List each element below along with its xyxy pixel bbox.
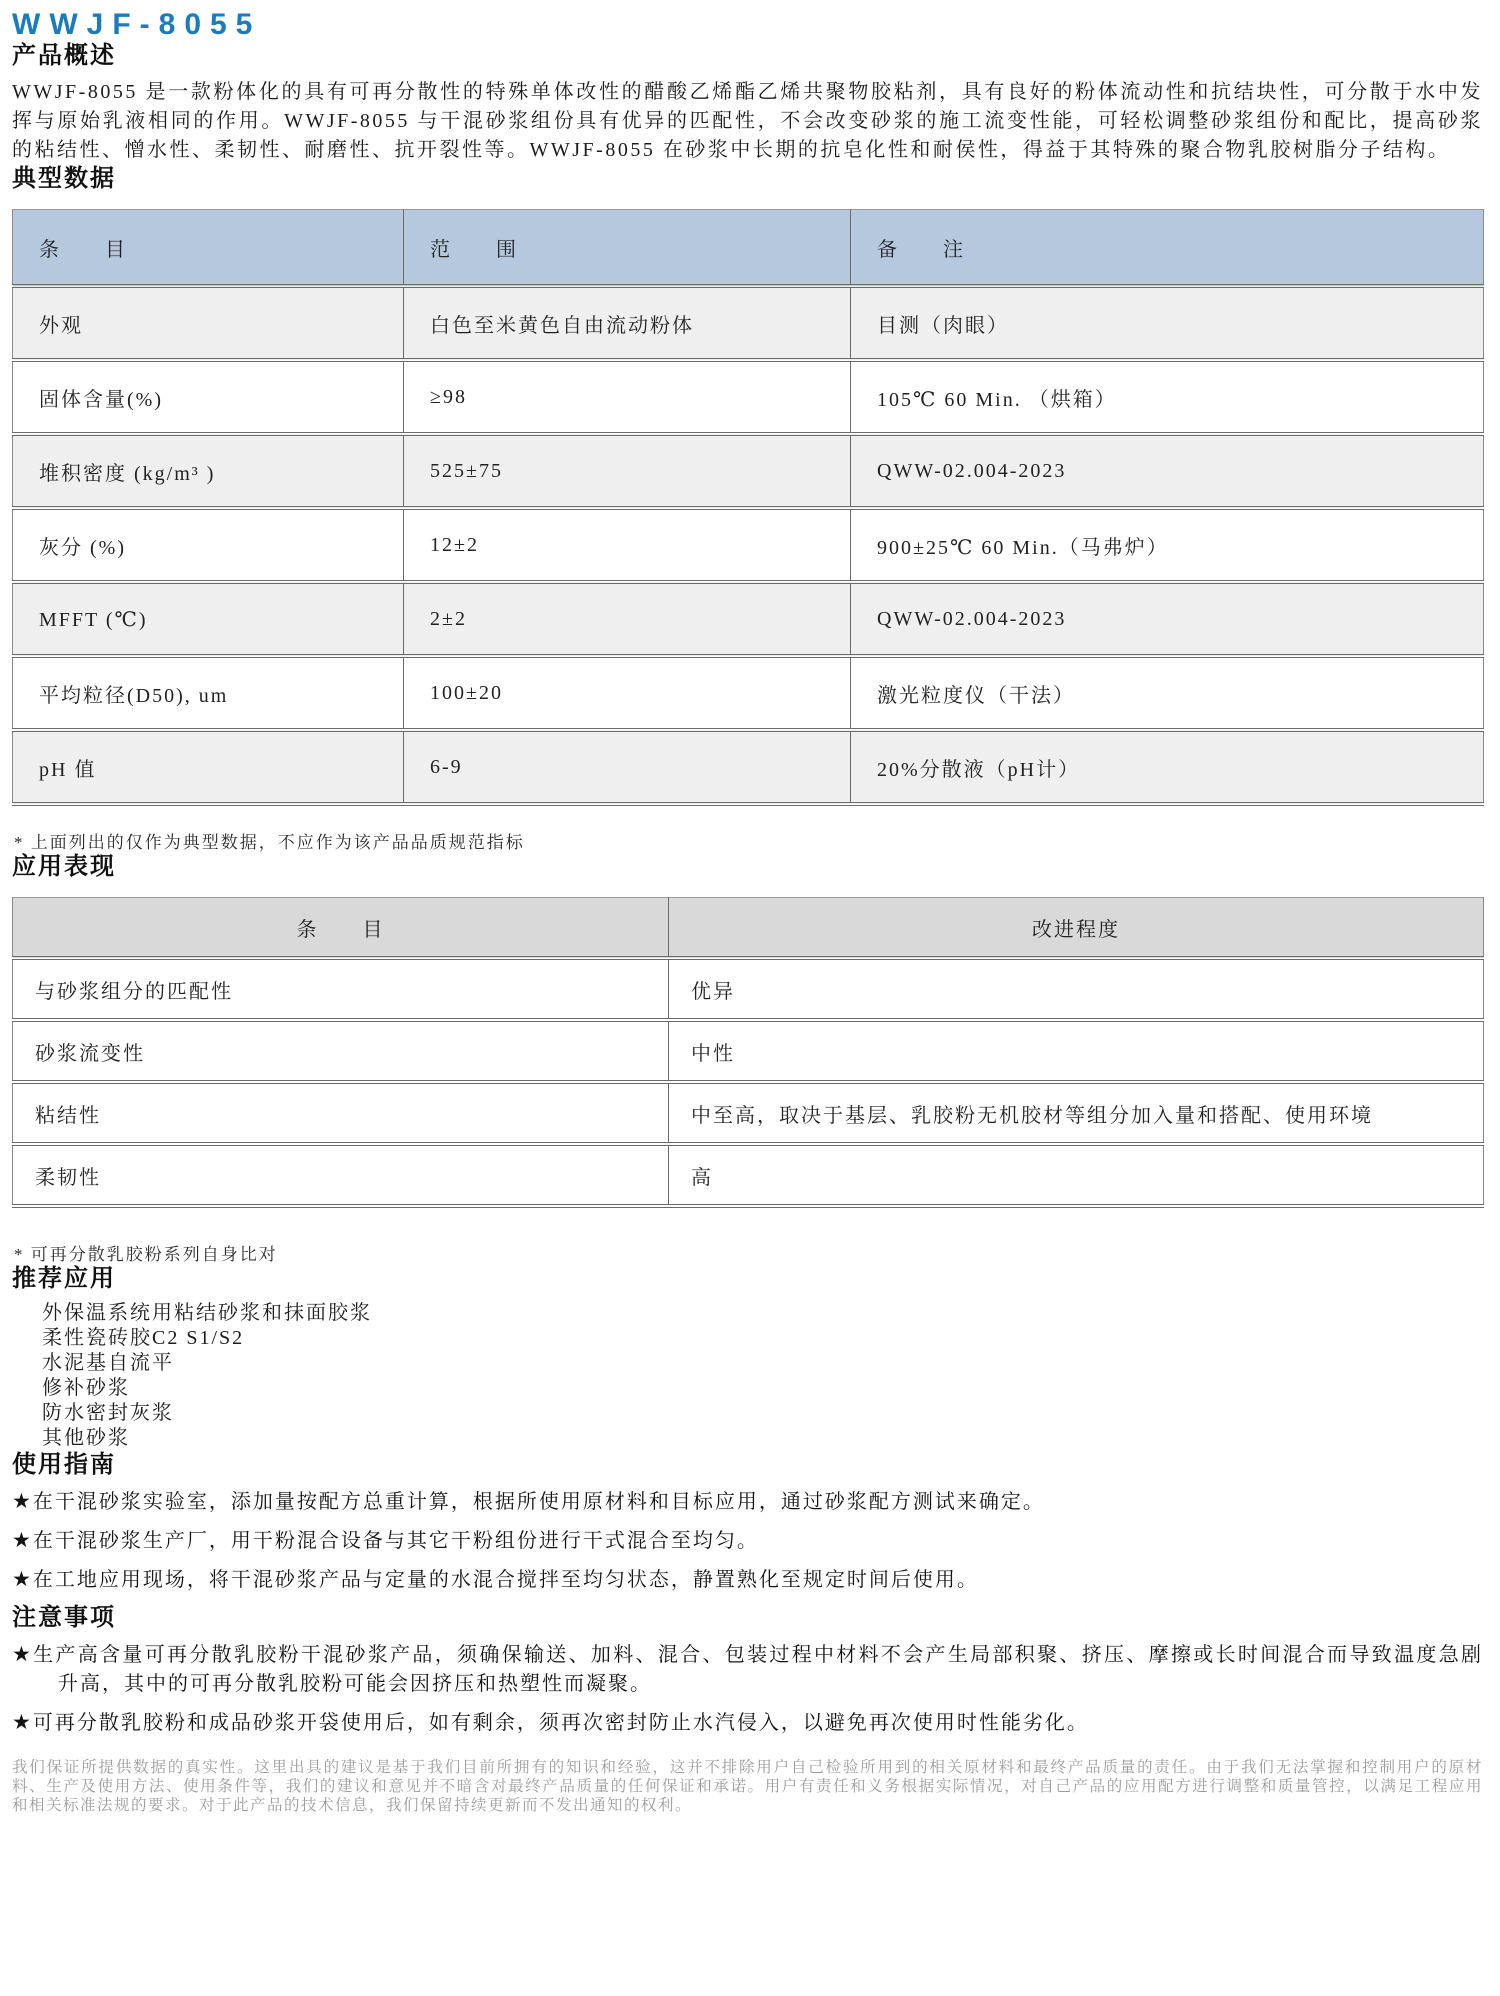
typical-data-table [12, 209, 1484, 806]
precaution-bullet [12, 1640, 1483, 1699]
table-cell: 砂浆流变性 [35, 1042, 145, 1065]
section-heading-usage: 使用指南 [12, 1451, 116, 1478]
table-row [13, 360, 1484, 434]
table-row [13, 958, 1484, 1020]
table-row [13, 582, 1484, 656]
table-cell: 目测（肉眼） [851, 286, 1484, 360]
application-table [12, 897, 1484, 1208]
table-row [13, 1082, 1484, 1144]
table-cell: 900±25℃ 60 Min.（马弗炉） [851, 508, 1484, 582]
table-row [13, 434, 1484, 508]
table-cell: 525±75 [404, 434, 851, 508]
table-cell: 20%分散液（pH计） [851, 730, 1484, 804]
table-cell: 高 [669, 1144, 1484, 1206]
list-item: 防水密封灰浆 [42, 1402, 174, 1424]
recommended-list [12, 1301, 1485, 1451]
table-cell: 100±20 [404, 656, 851, 730]
table-cell: 2±2 [404, 582, 851, 656]
usage-bullet-list [12, 1487, 1483, 1595]
table-row [13, 656, 1484, 730]
typical-header-item: 条 目 [13, 210, 404, 287]
table-cell: QWW-02.004-2023 [851, 434, 1484, 508]
page-title: WWJF-8055 [12, 8, 262, 41]
table-cell: 粘结性 [35, 1104, 101, 1127]
document-page [0, 8, 1500, 1815]
list-item: 柔性瓷砖胶C2 S1/S2 [42, 1327, 245, 1349]
star-bullet-icon: ★ [12, 1567, 33, 1591]
section-heading-application: 应用表现 [12, 853, 116, 880]
table-cell: 灰分 (%) [39, 536, 126, 559]
table-row [13, 286, 1484, 360]
table-cell: 固体含量(%) [39, 388, 163, 411]
footnote-typical-data: * 上面列出的仅作为典型数据，不应作为该产品品质规范指标 [14, 833, 525, 852]
usage-bullet-text: 在工地应用现场，将干混砂浆产品与定量的水混合搅拌至均匀状态，静置熟化至规定时间后使用。 [32, 1569, 979, 1591]
precautions-bullet-list [12, 1640, 1483, 1738]
application-header-degree: 改进程度 [669, 898, 1484, 959]
overview-paragraph: WWJF-8055 是一款粉体化的具有可再分散性的特殊单体改性的醋酸乙烯酯乙烯共聚物胶粘剂，具有良好的粉体流动性和抗结块性，可分散于水中发挥与原始乳液相同的作用。WWJF-8055 与干混砂浆组份具有优异的匹配性，不会改变砂浆的施工流变性能，可轻松调整砂浆组份和配比，提高砂浆的粘结性、憎水性、柔韧性、耐磨性、抗开裂性等。WWJF-8055 在砂浆中长期的抗皂化性和耐侯性，得益于其特殊的聚合物乳胶树脂分子结构。 [12, 81, 1483, 161]
list-item: 外保温系统用粘结砂浆和抹面胶浆 [42, 1302, 372, 1324]
disclaimer-text: 我们保证所提供数据的真实性。这里出具的建议是基于我们目前所拥有的知识和经验，这并不排除用户自己检验所用到的相关原材料和最终产品质量的责任。由于我们无法掌握和控制用户的原材料、生产及使用方法、使用条件等，我们的建议和意见并不暗含对最终产品质量的任何保证和承诺。用户有责任和义务根据实际情况，对自己产品的应用配方进行调整和质量管控，以满足工程应用和相关标准法规的要求。对于此产品的技术信息，我们保留持续更新而不发出通知的权利。 [12, 1759, 1483, 1814]
table-cell: 平均粒径(D50), um [39, 684, 229, 707]
table-cell: 外观 [13, 286, 404, 360]
table-cell: 6-9 [404, 730, 851, 804]
usage-bullet-text: 在干混砂浆实验室，添加量按配方总重计算，根据所使用原材料和目标应用，通过砂浆配方测试来确定。 [32, 1491, 1045, 1513]
list-item: 水泥基自流平 [42, 1352, 174, 1374]
precaution-bullet [12, 1708, 1483, 1738]
list-item: 修补砂浆 [42, 1377, 130, 1399]
section-heading-overview: 产品概述 [12, 42, 116, 69]
table-cell: 堆积密度 (kg/m³ ) [13, 434, 404, 508]
table-row [13, 1020, 1484, 1082]
list-item: 其他砂浆 [42, 1427, 130, 1449]
application-header-item: 条 目 [13, 898, 669, 959]
table-cell: 优异 [669, 958, 1484, 1020]
table-cell: MFFT (℃) [13, 582, 404, 656]
typical-header-remark: 备 注 [851, 210, 1484, 287]
typical-data-header-row [13, 210, 1484, 287]
section-heading-recommended: 推荐应用 [12, 1265, 116, 1292]
table-cell: 105℃ 60 Min. （烘箱） [851, 360, 1484, 434]
section-heading-typical-data: 典型数据 [12, 165, 116, 192]
star-bullet-icon: ★ [12, 1489, 33, 1513]
star-bullet-icon: ★ [12, 1710, 33, 1734]
table-cell: QWW-02.004-2023 [851, 582, 1484, 656]
usage-bullet [12, 1565, 1483, 1595]
table-row [13, 508, 1484, 582]
table-row [13, 730, 1484, 804]
table-cell: 激光粒度仪（干法） [851, 656, 1484, 730]
application-header-row [13, 898, 1484, 959]
table-cell: 与砂浆组分的匹配性 [35, 980, 233, 1003]
footnote-application: * 可再分散乳胶粉系列自身比对 [14, 1245, 278, 1264]
usage-bullet [12, 1487, 1483, 1517]
table-cell: 柔韧性 [35, 1166, 101, 1189]
table-cell: ≥98 [404, 360, 851, 434]
star-bullet-icon: ★ [12, 1642, 34, 1666]
table-cell: pH 值 [13, 730, 404, 804]
table-cell: 白色至米黄色自由流动粉体 [404, 286, 851, 360]
section-heading-precautions: 注意事项 [12, 1604, 116, 1631]
table-cell: 12±2 [404, 508, 851, 582]
typical-header-range: 范 围 [404, 210, 851, 287]
precaution-bullet-text: 生产高含量可再分散乳胶粉干混砂浆产品，须确保输送、加料、混合、包装过程中材料不会产生局部积聚、挤压、摩擦或长时间混合而导致温度急剧升高，其中的可再分散乳胶粉可能会因挤压和热塑性而凝聚。 [33, 1644, 1484, 1695]
usage-bullet [12, 1526, 1483, 1556]
table-cell: 中至高，取决于基层、乳胶粉无机胶材等组分加入量和搭配、使用环境 [669, 1082, 1484, 1144]
star-bullet-icon: ★ [12, 1528, 33, 1552]
usage-bullet-text: 在干混砂浆生产厂，用干粉混合设备与其它干粉组份进行干式混合至均匀。 [32, 1530, 759, 1552]
table-cell: 中性 [669, 1020, 1484, 1082]
precaution-bullet-text: 可再分散乳胶粉和成品砂浆开袋使用后，如有剩余，须再次密封防止水汽侵入，以避免再次使用时性能劣化。 [32, 1712, 1089, 1734]
table-row [13, 1144, 1484, 1206]
